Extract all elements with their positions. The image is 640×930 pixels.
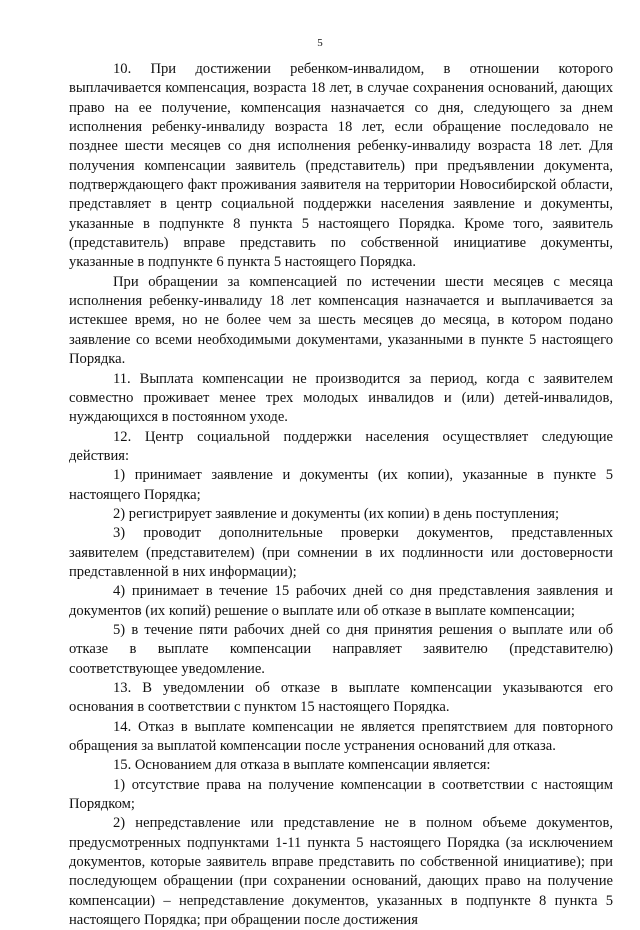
- page-number: 5: [317, 37, 323, 49]
- paragraph-12: 12. Центр социальной поддержки населения осуществляет следующие действия:: [69, 428, 613, 464]
- paragraph-12-item-2: 2) регистрирует заявление и документы (их копии) в день поступления;: [113, 505, 560, 522]
- paragraph-15-item-2: 2) непредставление или представление не в полном объеме документов, предусмотренных подпунктами 1-11 пункта 5 настоящего Порядка (за исключением документов, которые заявитель вправе представить по собственной инициативе); при последующем обращении (при сохранении оснований, дающих право на получение компенсации) – непредставление документов, указанных в подпункте 8 пункта 5 настоящего Порядка; при обращении после достижения: [69, 815, 613, 929]
- paragraph-15-item-1: 1) отсутствие права на получение компенсации в соответствии с настоящим Порядком;: [69, 776, 613, 813]
- paragraph-11: 11. Выплата компенсации не производится за период, когда с заявителем совместно проживает менее трех молодых инвалидов и (или) детей-инвалидов, нуждающихся в постоянном уходе.: [69, 370, 613, 426]
- paragraph-13: 13. В уведомлении об отказе в выплате компенсации указываются его основания в соответствии с пунктом 15 настоящего Порядка.: [69, 680, 613, 716]
- paragraph-14: 14. Отказ в выплате компенсации не является препятствием для повторного обращения за выплатой компенсации после устранения оснований для отказа.: [69, 718, 613, 755]
- paragraph-10-continuation: При обращении за компенсацией по истечении шести месяцев с месяца исполнения ребенку-инвалиду 18 лет компенсация назначается и выплачивается за истекшее время, но не более чем за шесть месяцев до месяца, в котором подано заявление со всеми необходимыми документами, указанными в пункте 5 настоящего Порядка.: [69, 273, 613, 368]
- paragraph-12-item-5: 5) в течение пяти рабочих дней со дня принятия решения о выплате или об отказе в выплате компенсации направляет заявителю (представителю) соответствующее уведомление.: [69, 621, 613, 677]
- paragraph-12-item-4: 4) принимает в течение 15 рабочих дней со дня представления заявления и документов (их копий) решение о выплате или об отказе в выплате компенсации;: [69, 583, 613, 619]
- document-body: [69, 60, 613, 930]
- paragraph-12-item-3: 3) проводит дополнительные проверки документов, представленных заявителем (представителем) (при сомнении в их подлинности или достоверности представленной в них информации);: [69, 525, 613, 580]
- paragraph-10: 10. При достижении ребенком-инвалидом, в отношении которого выплачивается компенсация, возраста 18 лет, в случае сохранения оснований, дающих право на ее получение, компенсация назначается со дня, следующего за днем исполнения ребенку-инвалиду возраста 18 лет, если обращение последовало не позднее шести месяцев со дня исполнения ребенку-инвалиду возраста 18 лет. Для получения компенсации заявитель (представитель) при предъявлении документа, подтверждающего факт проживания заявителя на территории Новосибирской области, представляет в центр социальной поддержки населения заявление и документы, указанные в подпункте 8 пункта 5 настоящего Порядка. Кроме того, заявитель (представитель) вправе представить по собственной инициативе документы, указанные в подпункте 6 пункта 5 настоящего Порядка.: [69, 61, 613, 271]
- paragraph-12-item-1: 1) принимает заявление и документы (их копии), указанные в пункте 5 настоящего Порядка;: [69, 467, 613, 503]
- paragraph-15: 15. Основанием для отказа в выплате компенсации является:: [113, 757, 491, 774]
